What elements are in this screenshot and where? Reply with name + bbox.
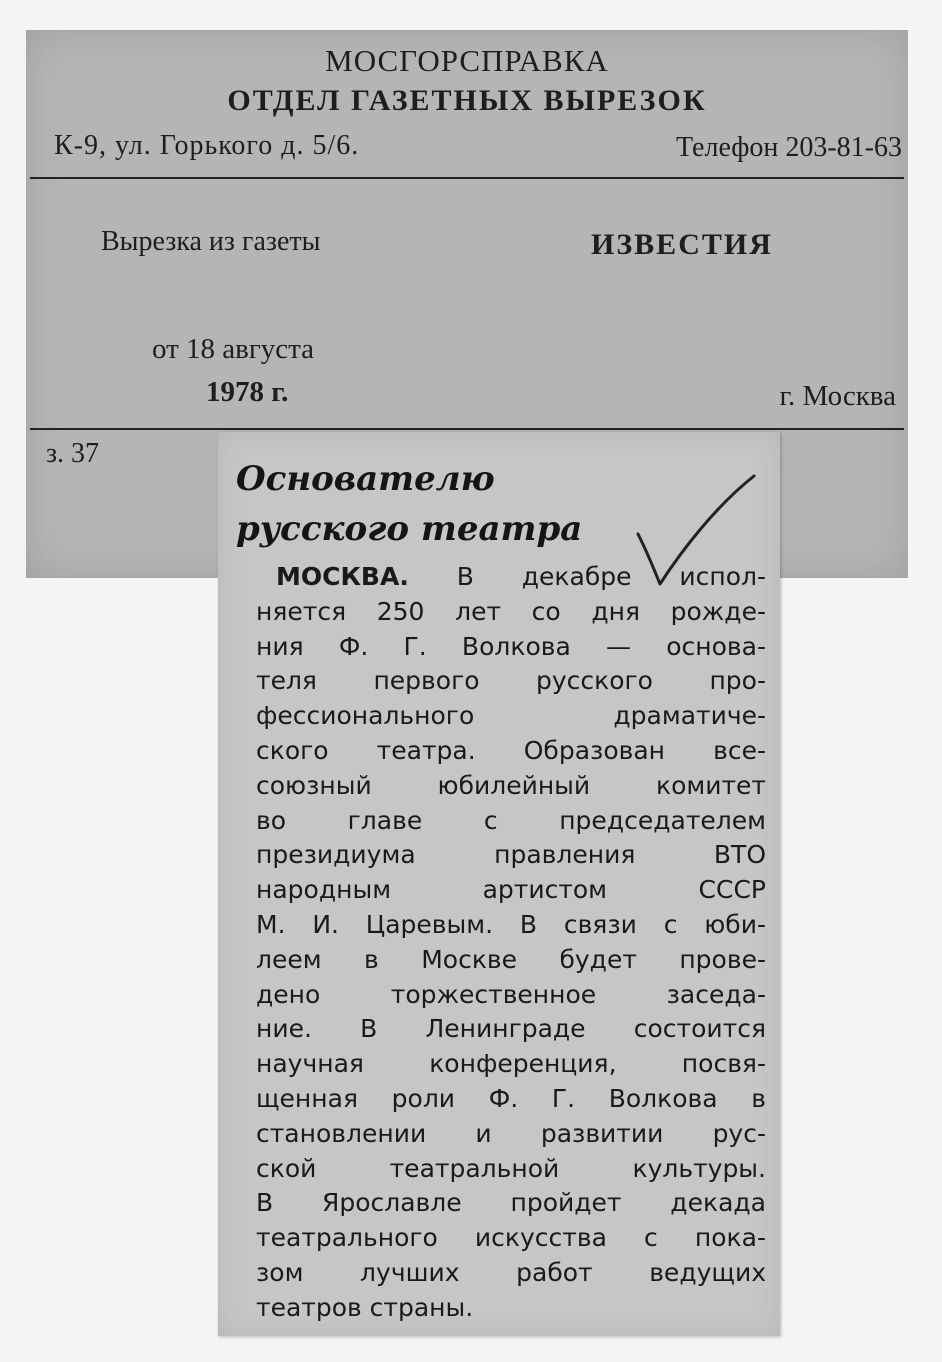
article-line: ского театра. Образован все- [256, 735, 766, 765]
divider [30, 177, 904, 179]
article-line: теля первого русского про- [256, 666, 766, 696]
article-line: ской театральной культуры. [256, 1153, 766, 1183]
article-line: народным артистом СССР [256, 875, 766, 905]
article-line: ние. В Ленинграде состоится [256, 1014, 766, 1044]
agency-phone: Телефон 203-81-63 [676, 132, 902, 163]
headline-line: русского театра [236, 509, 583, 549]
article-line: МОСКВА. В декабре испол- [276, 562, 766, 591]
article-line: В Ярославле пройдет декада [256, 1188, 766, 1218]
article-line: научная конференция, посвя- [256, 1049, 766, 1079]
newspaper-clipping [218, 432, 780, 1336]
clip-city: г. Москва [779, 380, 896, 412]
clip-from-label: Вырезка из газеты [101, 226, 321, 257]
article-line: становлении и развитии рус- [256, 1118, 766, 1148]
article-line: фессионального драматиче- [256, 701, 766, 731]
article-line: дено торжественное заседа- [256, 979, 766, 1009]
article-line: во главе с председателем [256, 805, 766, 835]
article-line: президиума правления ВТО [256, 840, 766, 870]
article-line: театрального искусства с пока- [256, 1223, 766, 1253]
article-body [256, 560, 766, 1326]
newspaper-name: ИЗВЕСТИЯ [591, 228, 773, 261]
divider [30, 428, 904, 430]
agency-name: МОСГОРСПРАВКА [325, 43, 609, 78]
article-line: зом лучших работ ведущих [256, 1257, 766, 1287]
article-line: М. И. Царевым. В связи с юби- [256, 909, 766, 939]
clip-year: 1978 г. [206, 376, 289, 408]
article-dateline: МОСКВА. [276, 562, 409, 591]
article-line: няется 250 лет со дня рожде- [256, 596, 766, 626]
department-name: ОТДЕЛ ГАЗЕТНЫХ ВЫРЕЗОК [227, 84, 707, 117]
agency-address: К-9, ул. Горького д. 5/6. [54, 130, 360, 161]
article-headline [236, 454, 676, 554]
article-line: щенная роли Ф. Г. Волкова в [256, 1083, 766, 1113]
clip-date: от 18 августа [152, 333, 315, 365]
article-line: леем в Москве будет прове- [256, 944, 766, 974]
article-line: театров страны. [256, 1292, 474, 1322]
article-line: ния Ф. Г. Волкова — основа- [256, 631, 766, 661]
order-number: з. 37 [46, 438, 100, 469]
article-line: союзный юбилейный комитет [256, 770, 766, 800]
headline-line: Основателю [236, 459, 495, 499]
